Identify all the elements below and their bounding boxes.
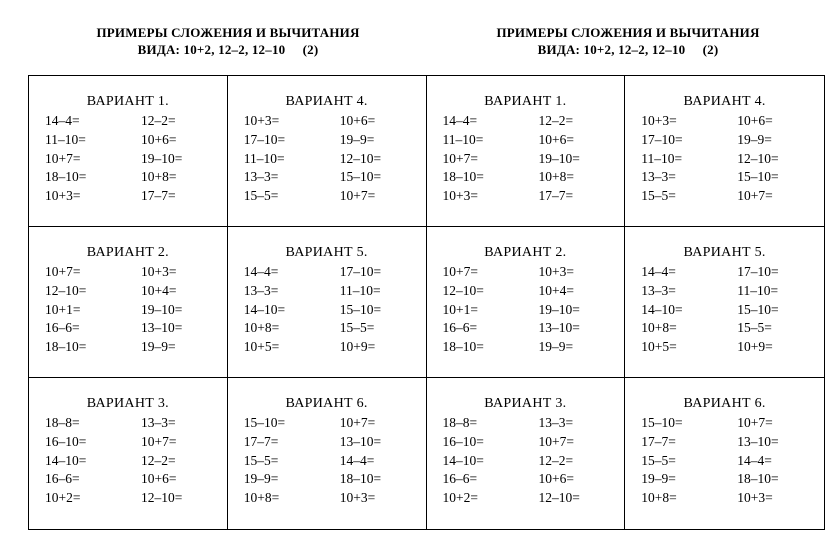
exercise: 10+1= <box>442 301 478 317</box>
exercise: 17–7= <box>141 188 176 204</box>
exercise: 10+3= <box>141 264 177 279</box>
page-header-left <box>28 24 428 58</box>
exercise: 10+8= <box>141 169 177 185</box>
exercise: 10+8= <box>243 490 280 506</box>
variant-title: ВАРИАНТ 3. <box>86 396 169 411</box>
exercise: 10+3= <box>641 113 677 128</box>
variant-card <box>625 227 824 378</box>
variant-card <box>228 76 427 227</box>
exercise: 15–10= <box>243 415 286 430</box>
variant-card <box>29 227 228 378</box>
exercise-list <box>443 263 615 357</box>
variant-card <box>625 378 824 529</box>
exercise: 16–6= <box>442 320 478 336</box>
exercise: 15–10= <box>339 169 382 185</box>
exercise-list <box>443 112 615 206</box>
variant-card <box>427 227 626 378</box>
exercise: 14–4= <box>442 113 478 128</box>
variant-card <box>29 76 228 227</box>
exercise: 17–10= <box>339 264 382 279</box>
variant-title: ВАРИАНТ 2. <box>86 245 169 260</box>
exercise: 19–10= <box>538 150 580 166</box>
exercise: 19–9= <box>641 471 676 487</box>
exercise: 14–4= <box>641 264 676 279</box>
header-title: ПРИМЕРЫ СЛОЖЕНИЯ И ВЫЧИТАНИЯ <box>496 25 760 40</box>
exercise: 18–10= <box>737 471 779 487</box>
exercise: 19–10= <box>538 301 580 317</box>
exercise: 10+3= <box>737 490 773 506</box>
exercise: 10+7= <box>45 264 81 279</box>
exercise: 10+7= <box>141 433 177 449</box>
exercise: 12–10= <box>442 282 484 298</box>
exercise: 10+3= <box>243 113 280 128</box>
exercise: 10+3= <box>339 490 376 506</box>
header-subtitle: ВИДА: 10+2, 12–2, 12–10 (2) <box>537 42 719 57</box>
exercise: 14–10= <box>45 452 87 468</box>
exercise: 18–10= <box>442 169 484 185</box>
exercise: 16–10= <box>442 433 484 449</box>
variant-title: ВАРИАНТ 1. <box>484 94 567 109</box>
exercise: 12–2= <box>538 113 574 128</box>
exercise: 14–4= <box>339 452 375 468</box>
exercise-list <box>244 414 416 508</box>
exercise: 13–3= <box>243 169 279 185</box>
exercise-list <box>244 112 416 206</box>
variant-title: ВАРИАНТ 5. <box>683 245 766 260</box>
exercise-list <box>244 263 416 357</box>
exercise-list <box>641 414 814 508</box>
exercise-list <box>45 414 217 508</box>
exercise: 15–5= <box>641 452 676 468</box>
variant-card <box>427 378 626 529</box>
exercise: 10+8= <box>243 320 280 336</box>
exercise: 10+6= <box>141 131 177 147</box>
exercise: 10+8= <box>538 169 574 185</box>
exercise: 13–3= <box>141 415 176 430</box>
variant-title: ВАРИАНТ 4. <box>683 94 766 109</box>
exercise: 10+2= <box>45 490 81 506</box>
exercise: 10+7= <box>442 264 478 279</box>
exercise: 10+6= <box>538 131 574 147</box>
exercise: 13–10= <box>339 433 382 449</box>
exercise: 18–10= <box>339 471 382 487</box>
exercise: 15–5= <box>737 320 772 336</box>
exercise: 10+5= <box>243 339 280 355</box>
exercise-list <box>45 263 217 357</box>
exercise: 11–10= <box>45 131 86 147</box>
variant-card <box>427 76 626 227</box>
exercise: 17–10= <box>243 131 286 147</box>
exercise: 12–10= <box>538 490 580 506</box>
exercise: 10+7= <box>737 188 773 204</box>
exercise: 19–9= <box>737 131 772 147</box>
exercise: 11–10= <box>737 282 779 298</box>
exercise: 17–7= <box>538 188 574 204</box>
exercise: 14–10= <box>243 301 286 317</box>
exercise: 19–10= <box>141 150 183 166</box>
exercise: 18–8= <box>442 415 478 430</box>
variant-title: ВАРИАНТ 4. <box>285 94 368 109</box>
header-title: ПРИМЕРЫ СЛОЖЕНИЯ И ВЫЧИТАНИЯ <box>96 25 360 40</box>
exercise: 13–10= <box>538 320 580 336</box>
exercise: 10+7= <box>737 415 773 430</box>
exercise: 15–5= <box>243 188 279 204</box>
exercise: 12–2= <box>538 452 574 468</box>
exercise: 14–4= <box>737 452 772 468</box>
exercise: 19–9= <box>538 339 574 355</box>
variants-grid <box>28 75 825 530</box>
exercise: 12–10= <box>141 490 183 506</box>
exercise: 15–5= <box>339 320 375 336</box>
exercise: 10+9= <box>737 339 773 355</box>
exercise: 10+6= <box>339 113 376 128</box>
exercise: 10+1= <box>45 301 81 317</box>
exercise: 10+4= <box>141 282 177 298</box>
exercise: 13–10= <box>141 320 183 336</box>
exercise: 10+8= <box>641 490 677 506</box>
exercise: 15–5= <box>641 188 676 204</box>
exercise: 12–10= <box>339 150 382 166</box>
exercise: 18–10= <box>45 169 87 185</box>
exercise: 19–10= <box>141 301 183 317</box>
page-header-right <box>428 24 828 58</box>
exercise: 10+6= <box>141 471 177 487</box>
variant-card <box>228 378 427 529</box>
exercise: 10+2= <box>442 490 478 506</box>
exercise: 10+5= <box>641 339 677 355</box>
exercise: 10+7= <box>339 188 376 204</box>
exercise: 15–10= <box>641 415 683 430</box>
exercise: 18–10= <box>45 339 87 355</box>
exercise: 10+9= <box>339 339 376 355</box>
exercise: 13–3= <box>641 282 676 298</box>
exercise: 10+6= <box>737 113 773 128</box>
exercise: 16–6= <box>45 471 80 487</box>
exercise: 11–10= <box>641 150 683 166</box>
exercise: 12–10= <box>737 150 779 166</box>
exercise: 14–10= <box>442 452 484 468</box>
exercise: 12–10= <box>45 282 87 298</box>
exercise: 10+6= <box>538 471 574 487</box>
exercise: 17–7= <box>641 433 676 449</box>
exercise-list <box>45 112 217 206</box>
exercise: 10+7= <box>442 150 478 166</box>
variant-title: ВАРИАНТ 6. <box>285 396 368 411</box>
variant-title: ВАРИАНТ 6. <box>683 396 766 411</box>
exercise: 19–9= <box>243 471 279 487</box>
exercise: 18–8= <box>45 415 80 430</box>
exercise: 17–7= <box>243 433 279 449</box>
variant-title: ВАРИАНТ 2. <box>484 245 567 260</box>
exercise: 16–10= <box>45 433 87 449</box>
exercise: 17–10= <box>641 131 683 147</box>
exercise: 15–10= <box>339 301 382 317</box>
exercise: 15–5= <box>243 452 279 468</box>
exercise: 13–3= <box>538 415 574 430</box>
exercise: 12–2= <box>141 452 176 468</box>
variant-card <box>625 76 824 227</box>
exercise: 13–10= <box>737 433 779 449</box>
exercise: 10+8= <box>641 320 677 336</box>
variant-card <box>228 227 427 378</box>
exercise: 10+7= <box>45 150 81 166</box>
exercise: 12–2= <box>141 113 176 128</box>
header-subtitle: ВИДА: 10+2, 12–2, 12–10 (2) <box>137 42 319 57</box>
variant-title: ВАРИАНТ 3. <box>484 396 567 411</box>
exercise: 11–10= <box>243 150 285 166</box>
exercise-list <box>641 112 814 206</box>
variant-title: ВАРИАНТ 5. <box>285 245 368 260</box>
exercise: 10+7= <box>538 433 574 449</box>
exercise: 15–10= <box>737 301 779 317</box>
exercise: 10+7= <box>339 415 376 430</box>
exercise: 13–3= <box>243 282 279 298</box>
exercise: 10+3= <box>45 188 81 204</box>
exercise: 13–3= <box>641 169 676 185</box>
exercise: 10+3= <box>442 188 478 204</box>
exercise-list <box>443 414 615 508</box>
exercise: 11–10= <box>339 282 381 298</box>
exercise: 10+3= <box>538 264 574 279</box>
exercise: 14–4= <box>243 264 279 279</box>
exercise: 16–6= <box>45 320 80 336</box>
exercise-list <box>641 263 814 357</box>
exercise: 11–10= <box>442 131 484 147</box>
exercise: 14–4= <box>45 113 80 128</box>
exercise: 19–9= <box>141 339 176 355</box>
variant-title: ВАРИАНТ 1. <box>86 94 169 109</box>
exercise: 19–9= <box>339 131 375 147</box>
exercise: 17–10= <box>737 264 779 279</box>
exercise: 15–10= <box>737 169 779 185</box>
exercise: 18–10= <box>442 339 484 355</box>
exercise: 16–6= <box>442 471 478 487</box>
exercise: 14–10= <box>641 301 683 317</box>
exercise: 10+4= <box>538 282 574 298</box>
variant-card <box>29 378 228 529</box>
